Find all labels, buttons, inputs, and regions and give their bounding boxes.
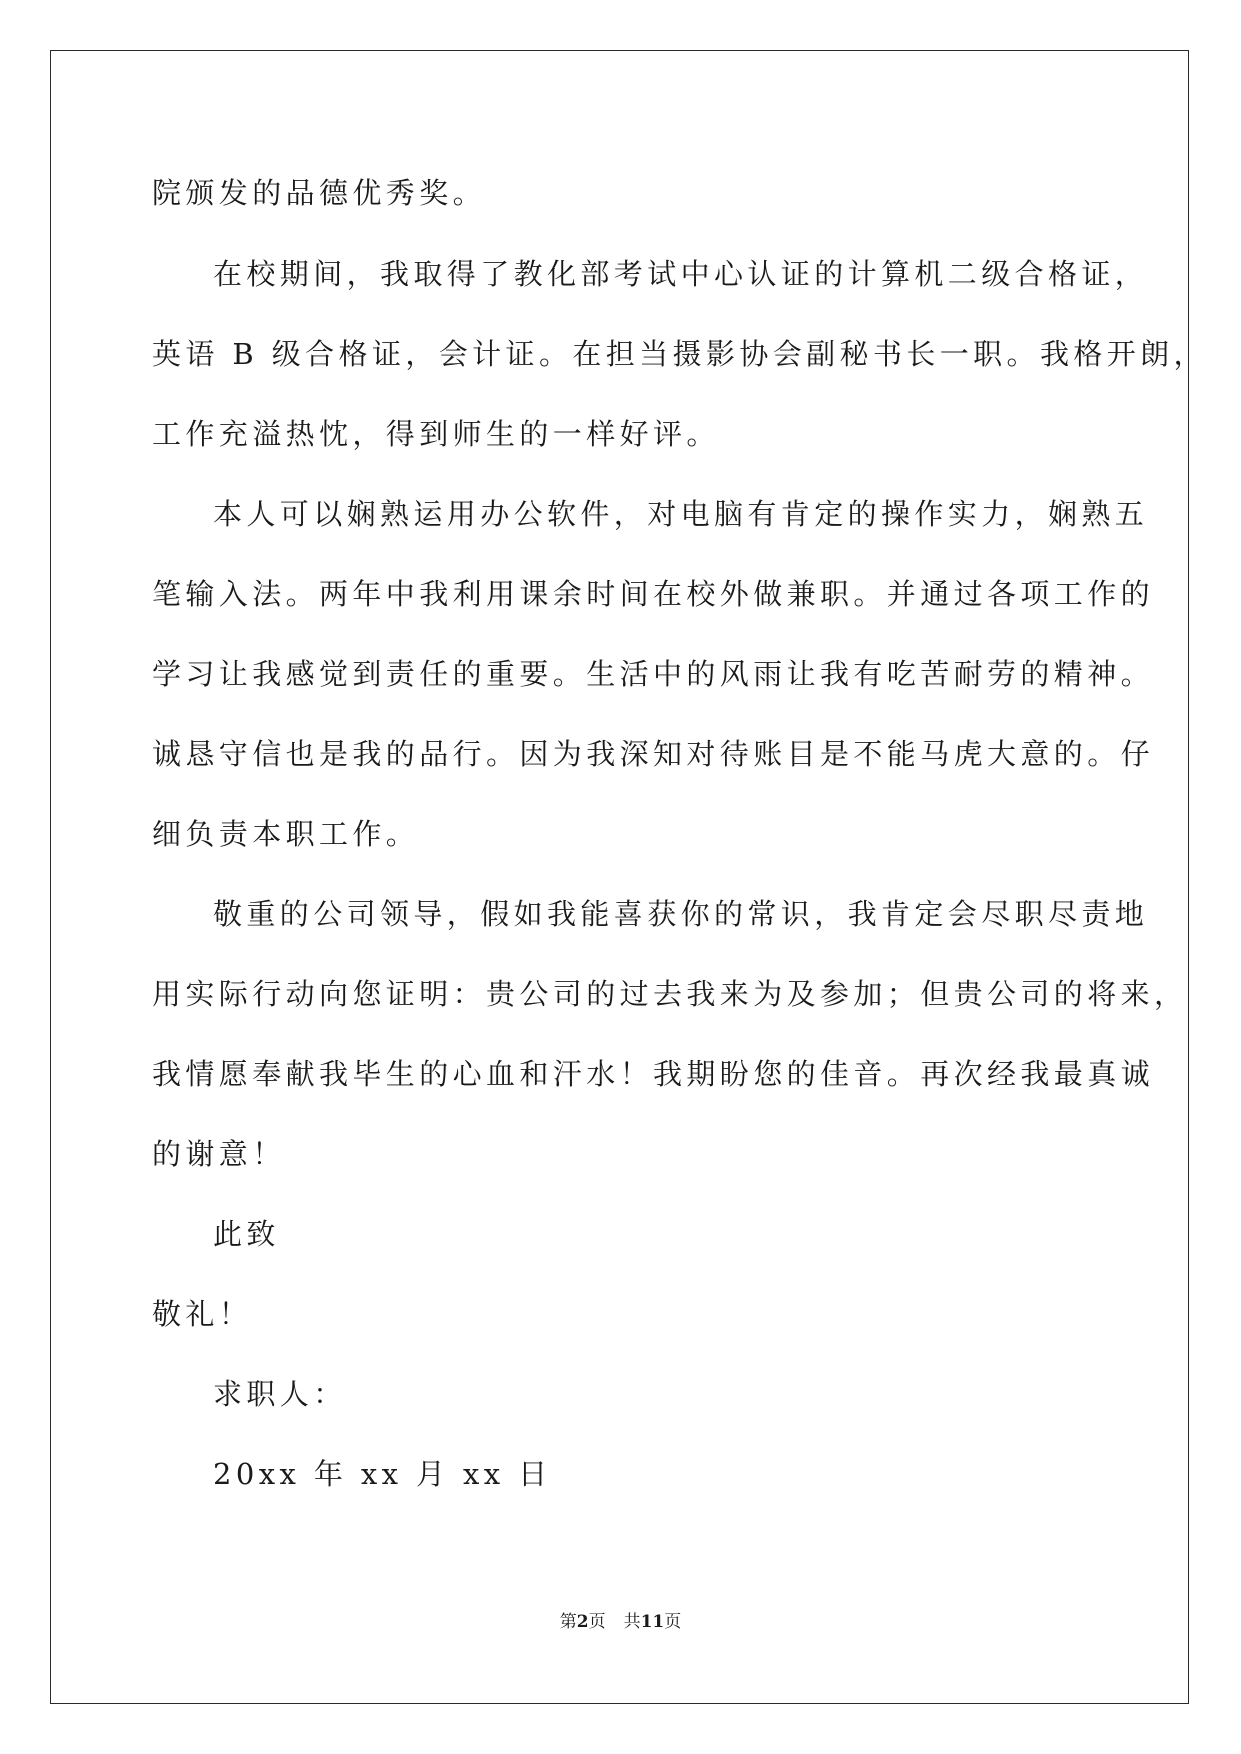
footer-page-suffix: 页 — [588, 1612, 606, 1632]
footer-total-prefix: 共 — [623, 1612, 641, 1632]
text-line: 本人可以娴熟运用办公软件，对电脑有肯定的操作实力，娴熟五 — [213, 497, 1149, 531]
footer-total-suffix: 页 — [664, 1612, 682, 1632]
text-line: 敬重的公司领导，假如我能喜获你的常识，我肯定会尽职尽责地 — [213, 897, 1149, 931]
applicant-signature: 求职人： — [213, 1377, 347, 1411]
footer-page-prefix: 第 — [559, 1612, 577, 1632]
document-date: 20xx 年 xx 月 xx 日 — [213, 1457, 552, 1491]
text-line: 我情愿奉献我毕生的心血和汗水！我期盼您的佳音。再次经我最真诚 — [152, 1057, 1155, 1091]
text-line: 院颁发的品德优秀奖。 — [152, 176, 487, 210]
text-line: 笔输入法。两年中我利用课余时间在校外做兼职。并通过各项工作的 — [152, 577, 1155, 611]
text-line: 英语 B 级合格证，会计证。在担当摄影协会副秘书长一职。我格开朗， — [152, 337, 1207, 371]
text-line: 在校期间，我取得了教化部考试中心认证的计算机二级合格证， — [213, 257, 1149, 291]
text-line: 细负责本职工作。 — [152, 817, 420, 851]
text-line: 诚恳守信也是我的品行。因为我深知对待账目是不能马虎大意的。仔 — [152, 737, 1155, 771]
footer-page-number: 2 — [576, 1612, 589, 1632]
page-footer — [0, 1610, 1241, 1634]
text-line: 的谢意！ — [152, 1137, 286, 1171]
closing-regards: 敬礼！ — [152, 1297, 253, 1331]
text-line: 学习让我感觉到责任的重要。生活中的风雨让我有吃苦耐劳的精神。 — [152, 657, 1155, 691]
closing-salutation: 此致 — [213, 1217, 280, 1251]
text-line: 用实际行动向您证明：贵公司的过去我来为及参加；但贵公司的将来， — [152, 977, 1188, 1011]
footer-total-pages: 11 — [640, 1612, 665, 1632]
text-line: 工作充溢热忱，得到师生的一样好评。 — [152, 417, 720, 451]
